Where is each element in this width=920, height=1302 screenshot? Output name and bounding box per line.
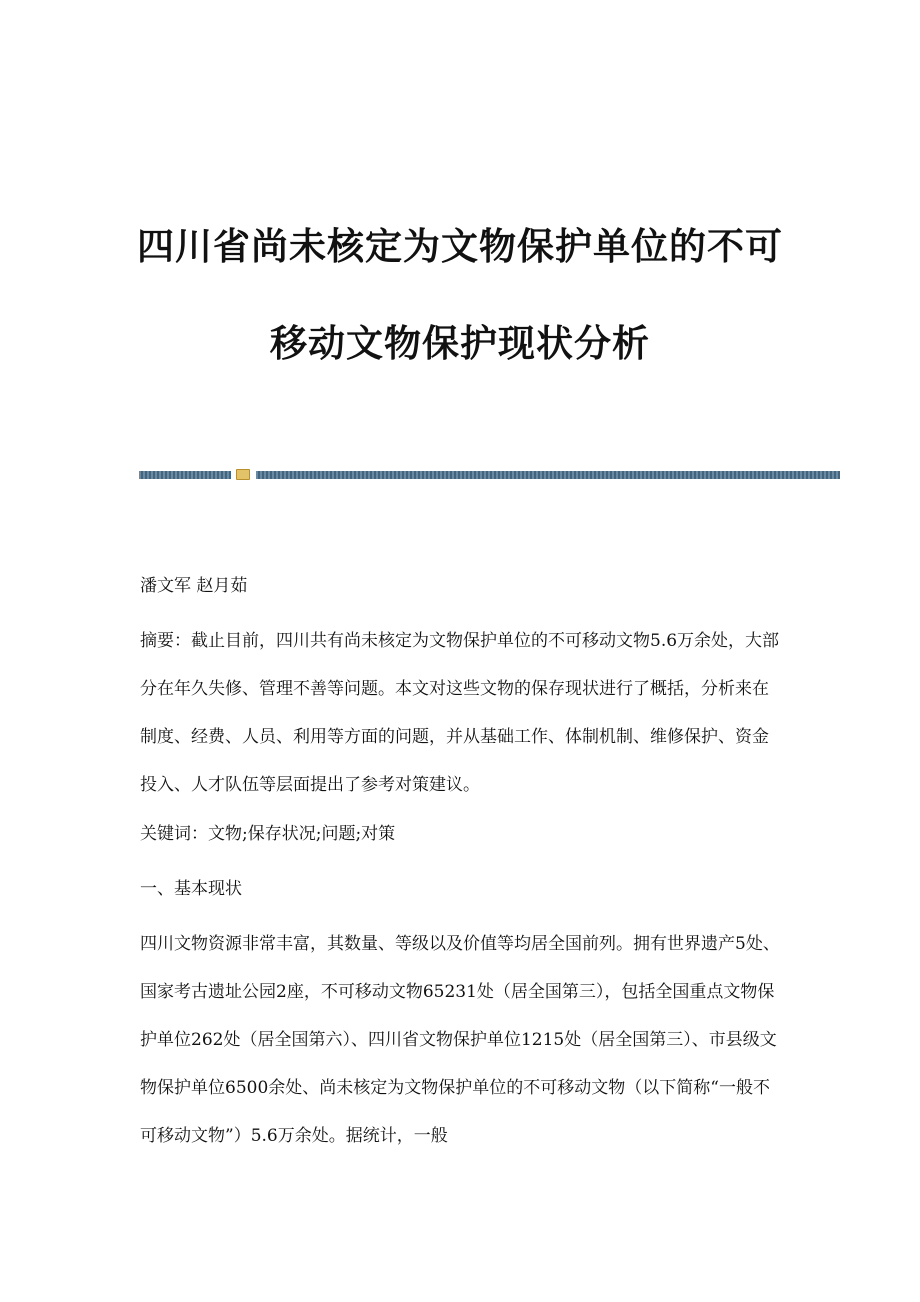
divider-right: [256, 471, 840, 479]
section-heading: 一、基本现状: [140, 879, 242, 899]
keywords-text: 文物;保存状况;问题;对策: [208, 824, 396, 844]
section-paragraph: 四川文物资源非常丰富，其数量、等级以及价值等均居全国前列。拥有世界遗产5处、国家考古遗址公园2座，不可移动文物65231处（居全国第三），包括全国重点文物保护单位262处（居全国第六）、四川省文物保护单位1215处（居全国第三）、市县级文物保护单位6500余处、尚未核定为文物保护单位的不可移动文物（以下简称“一般不可移动文物”）5.6万余处。据统计，一般: [140, 934, 780, 1146]
keywords: [140, 810, 780, 858]
abstract-label: 摘要：: [140, 631, 191, 651]
authors: 潘文军 赵月茹: [140, 576, 248, 596]
keywords-label: 关键词：: [140, 824, 208, 844]
title-line-2: 移动文物保护现状分析: [270, 322, 650, 365]
abstract-text: 截止目前，四川共有尚未核定为文物保护单位的不可移动文物5.6万余处，大部分在年久失修、管理不善等问题。本文对这些文物的保存现状进行了概括，分析来在制度、经费、人员、利用等方面的问题，并从基础工作、体制机制、维修保护、资金投入、人才队伍等层面提出了参考对策建议。: [140, 631, 780, 795]
title-line-1: 四川省尚未核定为文物保护单位的不可: [137, 225, 783, 268]
abstract: [140, 617, 780, 809]
divider-ornament-icon: [236, 469, 250, 480]
divider-left: [139, 471, 231, 479]
